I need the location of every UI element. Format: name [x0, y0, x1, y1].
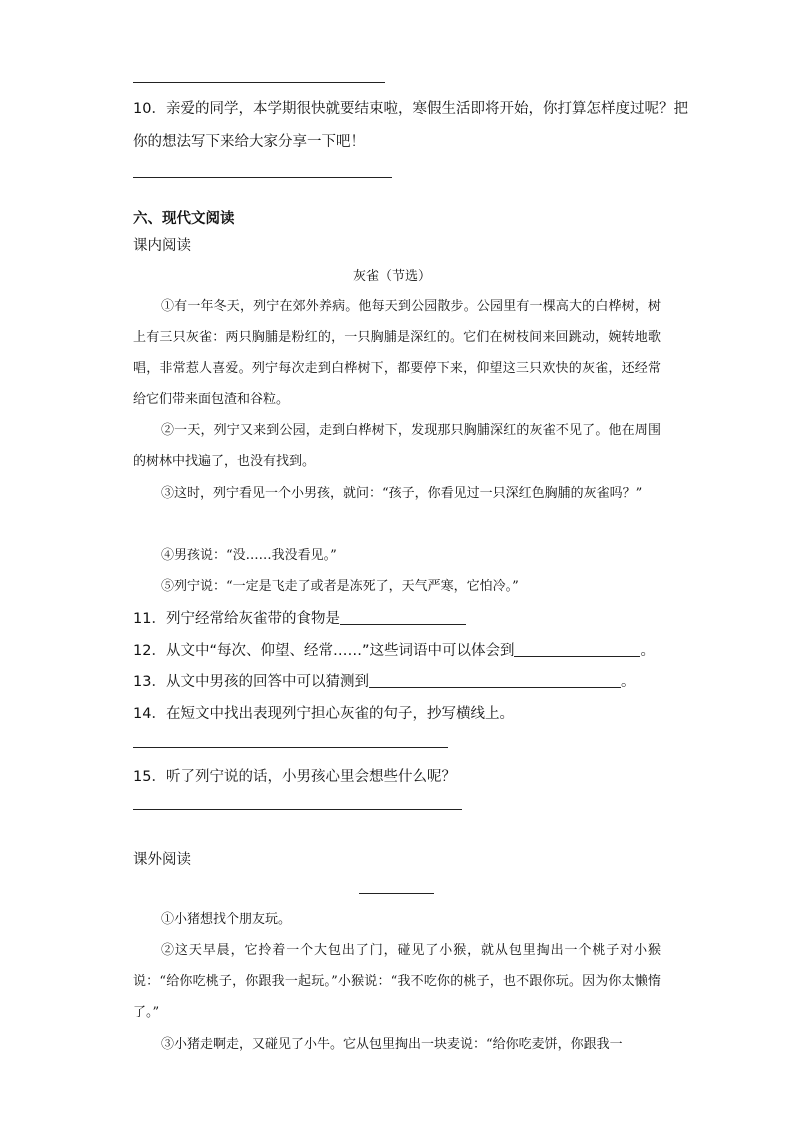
answer-line-q9 [133, 82, 385, 83]
question-12-end: 。 [640, 643, 655, 659]
question-12 [133, 639, 655, 660]
question-10-line-1: 10．亲爱的同学，本学期很快就要结束啦，寒假生活即将开始，你打算怎样度过呢？把 [133, 101, 688, 117]
extra-paragraph-1: ①小猪想找个朋友玩。 [161, 912, 292, 927]
passage-title: 灰雀（节选） [353, 269, 432, 284]
question-15: 15．听了列宁说的话，小男孩心里会想些什么呢？ [133, 769, 456, 785]
question-13-end: 。 [620, 674, 636, 690]
question-10-line-2: 你的想法写下来给大家分享一下吧！ [133, 134, 365, 150]
passage-paragraph-3: ③这时，列宁看见一个小男孩，就问：“孩子，你看见过一只深红色胸脯的灰雀吗？” [161, 486, 643, 501]
passage-paragraph-2: ②一天，列宁又来到公园，走到白桦树下，发现那只胸脯深红的灰雀不见了。他在周围的树林中找遍了，也没有找到。 [133, 423, 661, 469]
answer-blank-q12[interactable] [514, 642, 640, 657]
in-class-reading-label: 课内阅读 [133, 238, 191, 254]
question-14: 14．在短文中找出表现列宁担心灰雀的句子，抄写横线上。 [133, 706, 514, 722]
answer-blank-q13[interactable] [369, 673, 621, 688]
passage-paragraph-4: ④男孩说：“没……我没看见。” [161, 548, 337, 563]
extra-paragraph-2: ②这天早晨，它拎着一个大包出了门，碰见了小猴，就从包里掏出一个桃子对小猴说：“给你吃桃子，你跟我一起玩。”小猴说：“我不吃你的桃子，也不跟你玩。因为你太懒惰了。” [133, 943, 661, 1020]
answer-line-q10 [133, 177, 392, 178]
question-11 [133, 607, 466, 628]
extra-passage-title-blank[interactable] [359, 893, 434, 894]
question-13 [133, 670, 635, 691]
section-heading: 六、现代文阅读 [133, 211, 235, 227]
answer-line-q14[interactable] [133, 747, 448, 748]
passage-paragraph-1: ①有一年冬天，列宁在郊外养病。他每天到公园散步。公园里有一棵高大的白桦树，树上有三只灰雀：两只胸脯是粉红的，一只胸脯是深红的。它们在树枝间来回跳动，婉转地歌唱，非常惹人喜爱。列宁每次走到白桦树下，都要停下来，仰望这三只欢快的灰雀，还经常给它们带来面包渣和谷粒。 [133, 299, 661, 407]
extra-reading-label: 课外阅读 [133, 852, 191, 868]
question-12-text: 12．从文中“每次、仰望、经常……”这些词语中可以体会到 [133, 643, 515, 659]
question-11-text: 11．列宁经常给灰雀带的食物是 [133, 611, 340, 627]
passage-paragraph-5: ⑤列宁说：“一定是飞走了或者是冻死了，天气严寒，它怕冷。” [161, 579, 519, 594]
answer-line-q15[interactable] [133, 809, 462, 810]
extra-paragraph-3: ③小猪走啊走，又碰见了小牛。它从包里掏出一块麦说：“给你吃麦饼，你跟我一 [161, 1037, 623, 1052]
answer-blank-q11[interactable] [340, 610, 466, 625]
question-13-text: 13．从文中男孩的回答中可以猜测到 [133, 674, 369, 690]
